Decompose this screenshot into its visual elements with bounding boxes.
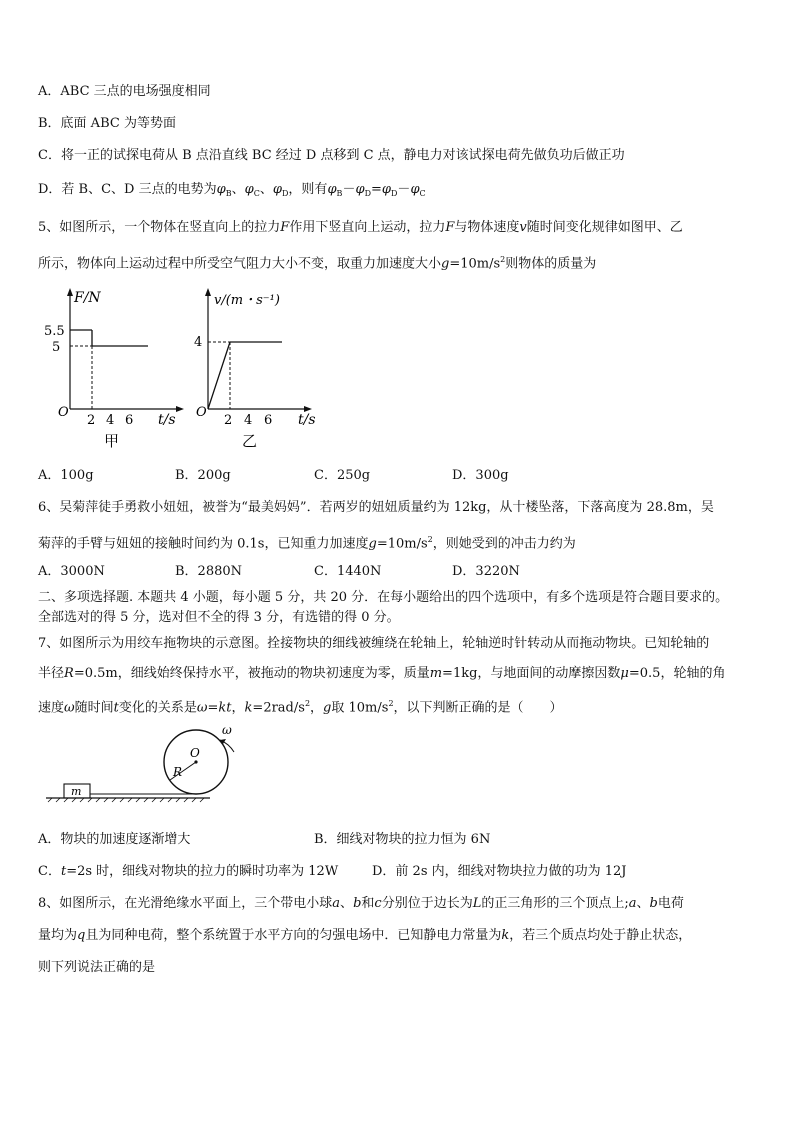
q7-stem-line1: 7、如图所示为用绞车拖物块的示意图。拴接物块的细线被缠绕在轮轴上，轮轴逆时针转动从而拖动物块。已知轮轴的	[38, 636, 710, 651]
q8-stem-line2: 量均为q且为同种电荷，整个系统置于水平方向的匀强电场中．已知静电力常量为k，若三个质点均处于静止状态，	[38, 928, 692, 943]
x-tick-4: 4	[106, 413, 115, 428]
origin-label: O	[196, 405, 207, 420]
q7-option-d: D．前 2s 内，细线对物块拉力做的功为 12J	[372, 864, 627, 879]
q5-option-b: B．200g	[175, 468, 231, 483]
q5-stem-line2: 所示，物体向上运动过程中所受空气阻力大小不变，取重力加速度大小$g=10m/s^2$则物体的质量为	[38, 255, 597, 272]
q7-option-c: C．t=2s 时，细线对物块的拉力的瞬时功率为 12W	[38, 864, 339, 879]
q7-stem-line3: 速度ω随时间t变化的关系是ω=kt，$k=2rad/s^2$，g取 $10m/s^2$，以下判断正确的是（ ）	[38, 699, 563, 716]
q4-option-b: B．底面 ABC 为等势面	[38, 116, 176, 131]
section2-line2: 全部选对的得 5 分，选对但不全的得 3 分，有选错的得 0 分。	[38, 610, 400, 625]
x-axis-label: t/s	[158, 412, 176, 428]
x-axis-label: t/s	[298, 412, 316, 428]
y-tick-4: 4	[194, 335, 203, 350]
q6-option-a: A．3000N	[38, 564, 105, 579]
y-tick-5: 5	[52, 340, 61, 355]
q5-figure-b	[190, 284, 330, 452]
caption: 甲	[104, 432, 120, 450]
q7-stem-line2: 半径R=0.5m，细线始终保持水平，被拖动的物块初速度为零，质量m=1kg，与地面间的动摩擦因数μ=0.5，轮轴的角	[38, 666, 726, 681]
q5-option-a: A．100g	[38, 468, 94, 483]
q6-option-c: C．1440N	[314, 564, 382, 579]
q6-option-d: D．3220N	[452, 564, 520, 579]
x-tick-4: 4	[244, 413, 253, 428]
q4-d-text: D．若 B、C、D 三点的电势为	[38, 182, 217, 197]
q5-option-c: C．250g	[314, 468, 371, 483]
y-axis-arrow	[205, 288, 211, 296]
q5-stem-line1: 5、如图所示，一个物体在竖直向上的拉力F作用下竖直向上运动，拉力F与物体速度v随时间变化规律如图甲、乙	[38, 220, 683, 235]
origin-label: O	[58, 405, 69, 420]
x-tick-6: 6	[264, 413, 273, 428]
y-axis-label: v/(m・s⁻¹)	[214, 293, 280, 308]
q4-option-a: A．ABC 三点的电场强度相同	[38, 84, 211, 99]
q5-figure-a	[40, 284, 190, 452]
q6-option-b: B．2880N	[175, 564, 243, 579]
series-ramp	[208, 342, 230, 409]
caption: 乙	[242, 432, 258, 450]
q7-option-b: B．细线对物块的拉力恒为 6N	[314, 832, 491, 847]
q7-option-a: A．物块的加速度逐渐增大	[38, 832, 191, 847]
center-label: O	[190, 746, 200, 760]
q7-figure	[40, 722, 250, 814]
y-axis-label: F/N	[74, 290, 101, 306]
q6-stem-line2: 菊萍的手臂与妞妞的接触时间约为 0.1s，已知重力加速度$g=10m/s^2$，则她受到的冲击力约为	[38, 535, 576, 552]
q5-option-d: D．300g	[452, 468, 509, 483]
q4-option-c: C．将一正的试探电荷从 B 点沿直线 BC 经过 D 点移到 C 点，静电力对该试探电荷先做负功后做正功	[38, 148, 625, 163]
x-axis-arrow	[176, 406, 184, 412]
omega-label: ω	[222, 723, 232, 737]
q8-stem-line1: 8、如图所示，在光滑绝缘水平面上，三个带电小球a、b和c分别位于边长为L的正三角形的三个顶点上;a、b电荷	[38, 896, 684, 911]
radius-label: R	[173, 765, 183, 779]
block-label: m	[71, 785, 82, 798]
q8-stem-line3: 则下列说法正确的是	[38, 960, 156, 975]
x-tick-6: 6	[125, 413, 134, 428]
y-axis-arrow	[67, 288, 73, 296]
q6-stem-line1: 6、吴菊萍徒手勇救小妞妞，被誉为“最美妈妈”．若两岁的妞妞质量约为 12kg，从十楼坠落，下落高度为 28.8m，吴	[38, 500, 714, 515]
y-tick-5.5: 5.5	[44, 324, 65, 339]
q4-option-d: D．若 B、C、D 三点的电势为$\varphi_B$、$\varphi_C$、$\varphi_D$，则有$\varphi_B-\varphi_D=\varphi_D-\varphi_C$	[38, 182, 426, 198]
x-tick-2: 2	[224, 413, 233, 428]
section2-line1: 二、多项选择题. 本题共 4 小题，每小题 5 分，共 20 分．在每小题给出的四个选项中，有多个选项是符合题目要求的。	[38, 590, 729, 605]
x-tick-2: 2	[87, 413, 96, 428]
